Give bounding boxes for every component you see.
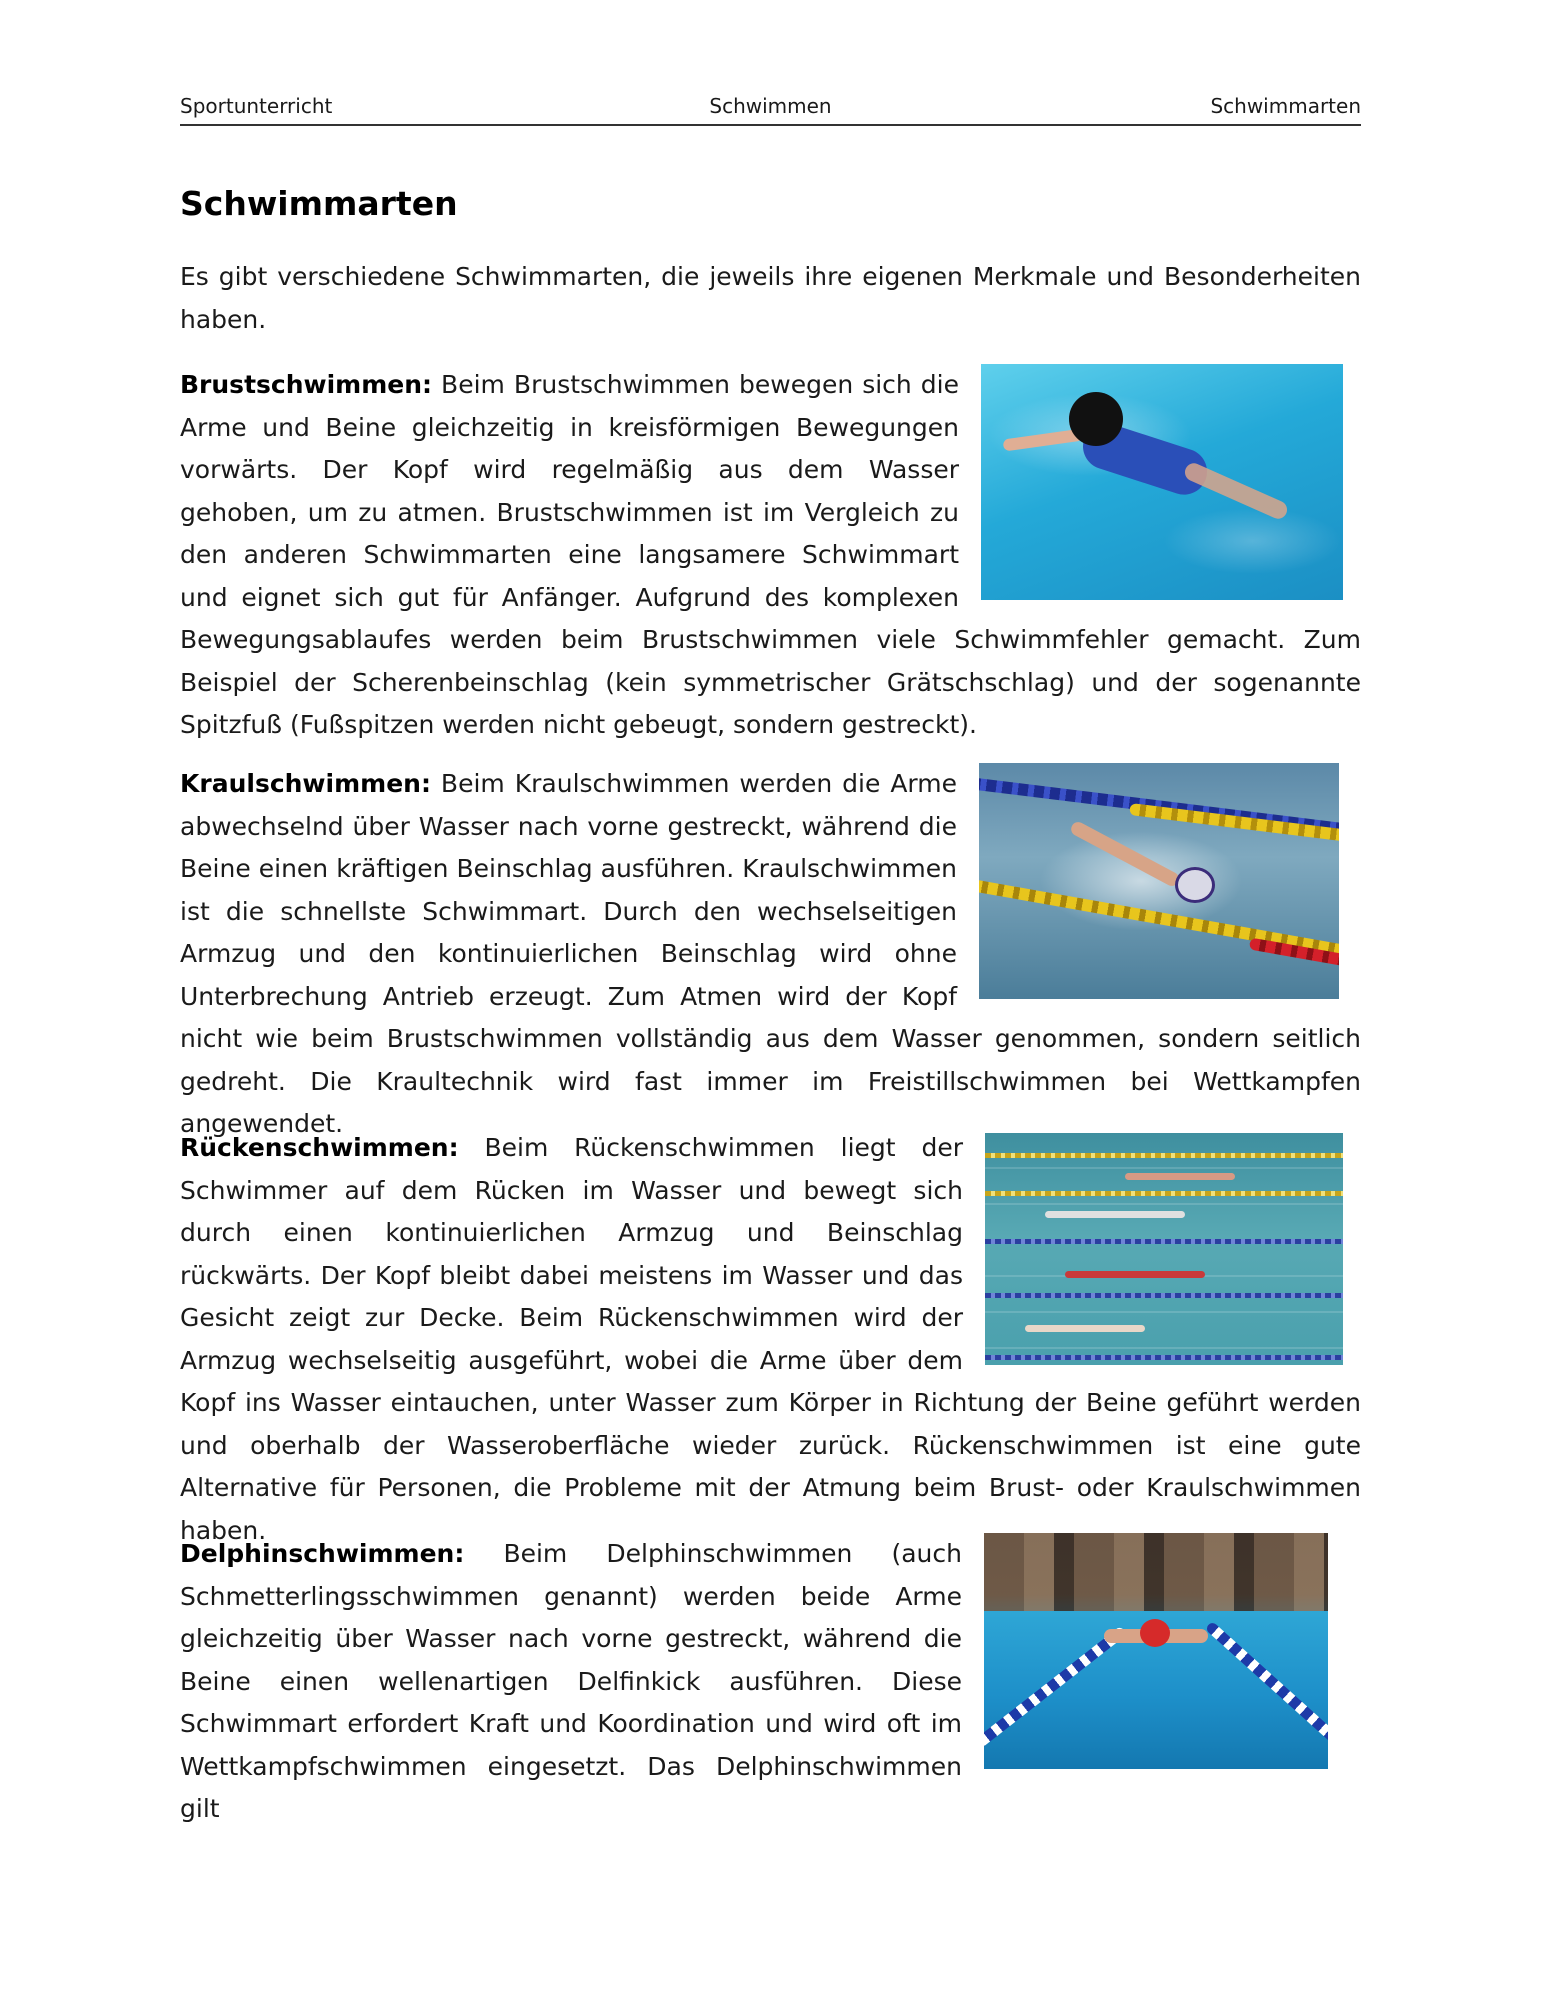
swimmer-head (1175, 867, 1215, 903)
section-brustschwimmen (180, 364, 1361, 747)
lane-rope (985, 1153, 1343, 1158)
spectator-stands (984, 1533, 1328, 1611)
section-kraulschwimmen (180, 763, 1361, 1146)
swimmer-head (1140, 1619, 1170, 1647)
lane-rope (985, 1191, 1343, 1196)
section-term: Kraulschwimmen: (180, 769, 431, 798)
freestyle-photo (979, 763, 1339, 999)
header-topic: Schwimmen (709, 94, 832, 118)
section-term: Delphinschwimmen: (180, 1539, 465, 1568)
swimmer-arm (1003, 428, 1084, 451)
section-delphinschwimmen (180, 1533, 1348, 1831)
swimmer (1025, 1325, 1145, 1332)
intro-paragraph: Es gibt verschiedene Schwimmarten, die jeweils ihre eigenen Merkmale und Besonderheiten haben. (180, 262, 1361, 334)
section-text: Beim Kraulschwimmen werden die Arme abwechselnd über Wasser nach vorne gestreckt, während die Beine einen kräftigen Beinschlag ausführen. Kraulschwimmen ist die schnellste Schwimmart. Durch den wechselseitigen Armzug und den kontinuierlichen Beinschlag wird ohne Unterbrechung Antrieb erzeugt. Zum Atmen wird der Kopf nicht wie beim Brustschwimmen vollständig aus dem Wasser genommen, sondern seitlich gedreht. Die Kraultechnik wird fast immer im Freistillschwimmen bei Wettkampfen angewendet. (180, 769, 1361, 1138)
header-subject: Sportunterricht (180, 94, 333, 118)
swimmer (1065, 1271, 1205, 1278)
lane-rope (1205, 1621, 1328, 1756)
section-term: Rückenschwimmen: (180, 1133, 459, 1162)
swimmer-leg (1182, 460, 1290, 521)
swimmer-arm (1069, 820, 1182, 889)
running-header (180, 92, 1361, 126)
swimmer (1045, 1211, 1185, 1218)
lane-rope (985, 1293, 1343, 1298)
page-title: Schwimmarten (180, 184, 458, 223)
breaststroke-photo (981, 364, 1343, 600)
backstroke-photo (985, 1133, 1343, 1365)
swimmer (1125, 1173, 1235, 1180)
section-text: Beim Rückenschwimmen liegt der Schwimmer auf dem Rücken im Wasser und bewegt sich durch einen kontinuierlichen Armzug und Beinschlag rückwärts. Der Kopf bleibt dabei meistens im Wasser und das Gesicht zeigt zur Decke. Beim Rückenschwimmen wird der Armzug wechselseitig ausgeführt, wobei die Arme über dem Kopf ins Wasser eintauchen, unter Wasser zum Körper in Richtung der Beine geführt werden und oberhalb der Wasseroberfläche wieder zurück. Rückenschwimmen ist eine gute Alternative für Personen, die Probleme mit der Atmung beim Brust- oder Kraulschwimmen haben. (180, 1133, 1361, 1545)
lane-rope (985, 1355, 1343, 1360)
section-text: Beim Delphinschwimmen (auch Schmetterlingsschwimmen genannt) werden beide Arme gleichzeitig über Wasser nach vorne gestreckt, während die Beine einen wellenartigen Delfinkick ausführen. Diese Schwimmart erfordert Kraft und Koordination und wird oft im Wettkampfschwimmen eingesetzt. Das Delphinschwimmen gilt (180, 1539, 962, 1823)
header-chapter: Schwimmarten (1210, 94, 1361, 118)
swimmer-head (1069, 392, 1123, 446)
lane-rope (985, 1239, 1343, 1244)
section-term: Brustschwimmen: (180, 370, 433, 399)
section-text: Beim Brustschwimmen bewegen sich die Arme und Beine gleichzeitig in kreisförmigen Bewegungen vorwärts. Der Kopf wird regelmäßig aus dem Wasser gehoben, um zu atmen. Brustschwimmen ist im Vergleich zu den anderen Schwimmarten eine langsamere Schwimmart und eignet sich gut für Anfänger. Aufgrund des komplexen Bewegungsablaufes werden beim Brustschwimmen viele Schwimmfehler gemacht. Zum Beispiel der Scherenbeinschlag (kein symmetrischer Grätschschlag) und der sogenannte Spitzfuß (Fußspitzen werden nicht gebeugt, sondern gestreckt). (180, 370, 1361, 739)
lane-rope (984, 1626, 1127, 1752)
section-rueckenschwimmen (180, 1127, 1361, 1552)
butterfly-photo (984, 1533, 1328, 1769)
